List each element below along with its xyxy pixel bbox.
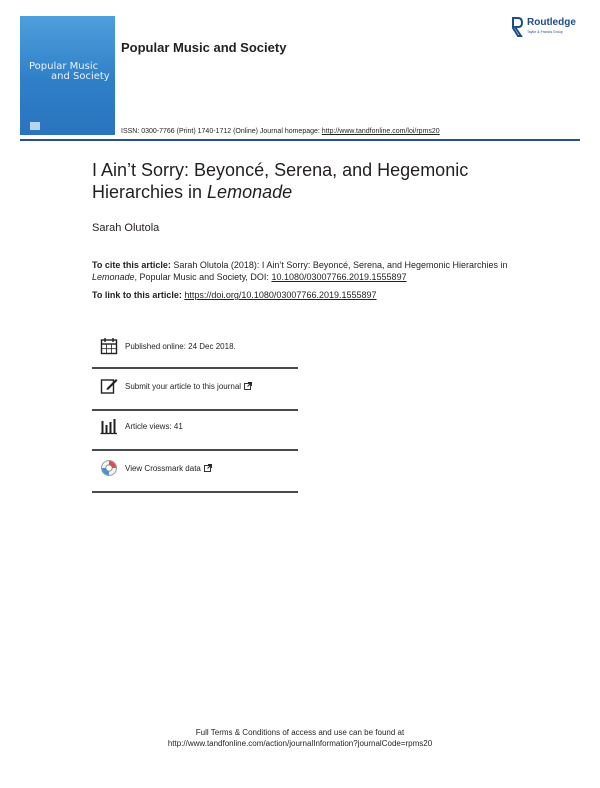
doi-link[interactable]: 10.1080/03007766.2019.1555897 xyxy=(271,272,407,282)
submit-article-link[interactable] xyxy=(125,382,252,391)
publisher-name: Routledge xyxy=(527,17,576,28)
submit-row[interactable] xyxy=(92,377,298,417)
journal-title: Popular Music and Society xyxy=(121,40,287,55)
article-author: Sarah Olutola xyxy=(92,222,160,234)
external-link-icon xyxy=(204,464,212,472)
bar-chart-icon xyxy=(100,417,118,435)
views-row xyxy=(92,417,298,457)
publisher-logo xyxy=(511,16,583,44)
citation-block xyxy=(92,259,512,283)
article-url-link[interactable]: https://doi.org/10.1080/03007766.2019.1555897 xyxy=(184,290,377,300)
article-title xyxy=(92,159,532,203)
info-divider xyxy=(92,449,298,451)
cover-title-line1: Popular Music xyxy=(29,61,99,72)
submit-article-label: Submit your article to this journal xyxy=(125,382,242,391)
info-divider xyxy=(92,367,298,369)
header-divider xyxy=(20,139,580,141)
cover-title xyxy=(29,62,110,82)
crossmark-link[interactable] xyxy=(125,464,212,473)
crossmark-label: View Crossmark data xyxy=(125,464,201,473)
cover-title-line2: and Society xyxy=(51,71,110,82)
external-link-icon xyxy=(244,382,252,390)
footer xyxy=(0,727,600,749)
cite-label: To cite this article: xyxy=(92,260,171,270)
article-views: Article views: 41 xyxy=(125,422,183,431)
cite-text-2: , Popular Music and Society, DOI: xyxy=(134,272,272,282)
journal-cover xyxy=(20,16,115,135)
info-divider xyxy=(92,491,298,493)
cover-publisher-logo-icon xyxy=(30,122,40,130)
article-title-text: I Ain’t Sorry: Beyoncé, Serena, and Hegemonic Hierarchies in xyxy=(92,160,469,202)
article-link-block xyxy=(92,289,512,301)
calendar-icon xyxy=(100,337,118,355)
crossmark-icon xyxy=(100,459,118,477)
publisher-tagline: Taylor & Francis Group xyxy=(527,30,563,34)
info-divider xyxy=(92,409,298,411)
routledge-r-icon xyxy=(511,16,523,38)
cite-italic: Lemonade xyxy=(92,272,135,282)
footer-terms-url[interactable]: http://www.tandfonline.com/action/journalInformation?journalCode=rpms20 xyxy=(167,739,433,748)
article-title-italic: Lemonade xyxy=(207,182,293,202)
edit-icon xyxy=(100,377,118,395)
published-row xyxy=(92,337,298,377)
issn-text: ISSN: 0300-7766 (Print) 1740-1712 (Online) Journal homepage: xyxy=(121,128,322,135)
crossmark-row[interactable] xyxy=(92,459,298,499)
published-date: Published online: 24 Dec 2018. xyxy=(125,342,236,351)
link-label: To link to this article: xyxy=(92,290,185,300)
journal-homepage-link[interactable]: http://www.tandfonline.com/loi/rpms20 xyxy=(321,128,440,135)
cite-text-1: Sarah Olutola (2018): I Ain’t Sorry: Beyoncé, Serena, and Hegemonic Hierarchies in xyxy=(170,260,508,270)
footer-terms: Full Terms & Conditions of access and use can be found at xyxy=(195,728,405,737)
issn-line xyxy=(121,128,440,135)
